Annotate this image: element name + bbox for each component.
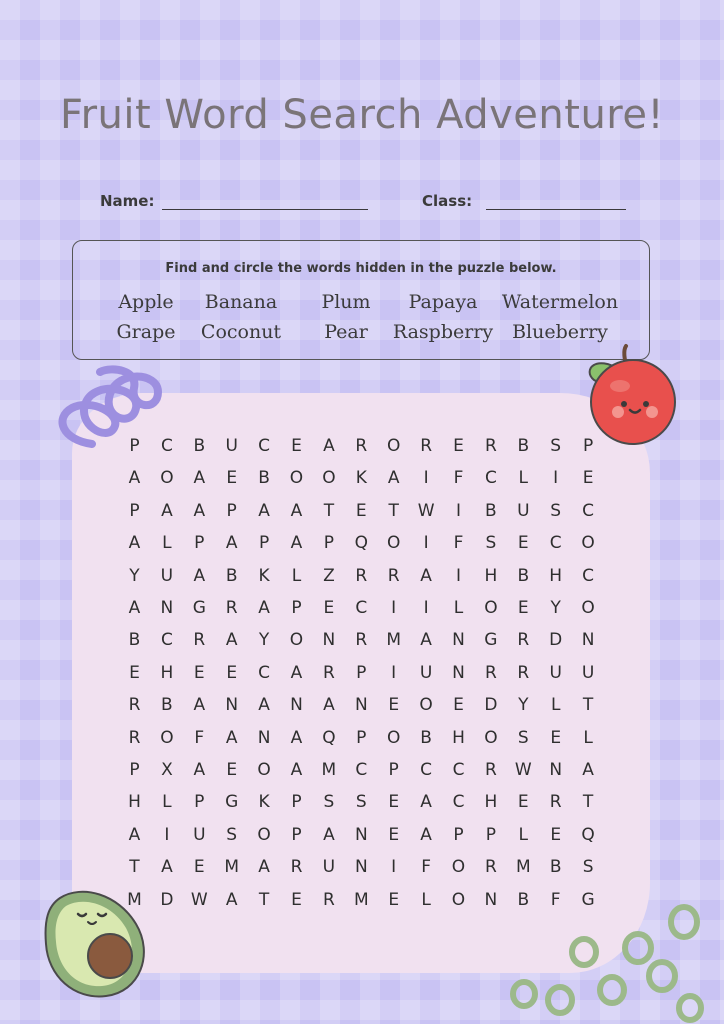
grid-letter[interactable]: T bbox=[582, 695, 594, 716]
grid-letter[interactable]: P bbox=[129, 436, 140, 456]
grid-letter[interactable]: A bbox=[225, 889, 238, 910]
grid-letter[interactable]: S bbox=[550, 436, 562, 456]
grid-letter[interactable]: A bbox=[323, 824, 335, 845]
grid-letter[interactable]: E bbox=[355, 500, 367, 521]
grid-letter[interactable]: S bbox=[355, 792, 367, 813]
grid-letter[interactable]: M bbox=[321, 760, 337, 780]
word-item: Banana bbox=[204, 291, 278, 313]
grid-letter[interactable]: E bbox=[517, 792, 529, 813]
grid-letter[interactable]: O bbox=[257, 760, 271, 780]
grid-letter[interactable]: B bbox=[485, 500, 497, 521]
grid-letter[interactable]: N bbox=[354, 857, 368, 878]
grid-letter[interactable]: A bbox=[290, 760, 303, 780]
grid-letter[interactable]: T bbox=[258, 889, 270, 910]
grid-letter[interactable]: Q bbox=[322, 727, 336, 748]
grid-letter[interactable]: G bbox=[192, 598, 206, 618]
grid-letter[interactable]: E bbox=[517, 533, 529, 554]
grid-letter[interactable]: N bbox=[484, 889, 498, 910]
grid-letter[interactable]: A bbox=[128, 468, 141, 489]
grid-letter[interactable]: A bbox=[420, 824, 432, 845]
grid-letter[interactable]: A bbox=[161, 857, 173, 878]
grid-letter[interactable]: L bbox=[453, 598, 464, 618]
grid-letter[interactable]: M bbox=[224, 857, 240, 878]
grid-letter[interactable]: P bbox=[129, 500, 140, 521]
ring-pattern-icon bbox=[500, 900, 710, 1024]
grid-letter[interactable]: R bbox=[322, 889, 335, 910]
word-item: Coconut bbox=[200, 321, 282, 343]
grid-letter[interactable]: O bbox=[386, 436, 401, 456]
grid-letter[interactable]: E bbox=[388, 695, 400, 716]
grid-letter[interactable]: Z bbox=[323, 565, 335, 586]
grid-letter[interactable]: E bbox=[323, 598, 335, 618]
grid-letter[interactable]: A bbox=[225, 727, 238, 748]
grid-letter[interactable]: R bbox=[484, 760, 497, 780]
grid-letter[interactable]: U bbox=[225, 436, 238, 456]
name-line[interactable] bbox=[162, 193, 368, 210]
grid-letter[interactable]: B bbox=[128, 630, 141, 651]
grid-letter[interactable]: R bbox=[420, 436, 432, 456]
grid-letter[interactable]: W bbox=[417, 500, 435, 521]
grid-letter[interactable]: E bbox=[453, 436, 464, 456]
grid-letter[interactable]: U bbox=[193, 824, 206, 845]
grid-letter[interactable]: K bbox=[258, 792, 270, 813]
grid-letter[interactable]: H bbox=[160, 662, 174, 683]
word-item: Watermelon bbox=[501, 291, 619, 313]
grid-letter[interactable]: S bbox=[323, 792, 335, 813]
grid-letter[interactable]: A bbox=[258, 500, 270, 521]
name-label: Name: bbox=[100, 192, 155, 210]
grid-letter[interactable]: F bbox=[550, 889, 561, 910]
grid-letter[interactable]: I bbox=[455, 500, 461, 521]
grid-letter[interactable]: P bbox=[453, 824, 464, 845]
grid-letter[interactable]: I bbox=[423, 468, 429, 489]
grid-letter[interactable]: H bbox=[452, 727, 465, 748]
grid-letter[interactable]: Y bbox=[550, 598, 561, 618]
word-item: Raspberry bbox=[392, 321, 494, 343]
grid-letter[interactable]: I bbox=[164, 824, 170, 845]
class-field bbox=[422, 192, 626, 210]
grid-letter[interactable]: S bbox=[485, 533, 497, 554]
grid-letter[interactable]: S bbox=[517, 727, 529, 748]
grid-letter[interactable]: W bbox=[514, 760, 532, 780]
grid-letter[interactable]: A bbox=[193, 695, 206, 716]
grid-letter[interactable]: C bbox=[160, 436, 173, 456]
grid-letter[interactable]: E bbox=[582, 468, 594, 489]
grid-letter[interactable]: G bbox=[484, 630, 498, 651]
grid-letter[interactable]: X bbox=[161, 760, 173, 780]
grid-letter[interactable]: O bbox=[484, 727, 498, 748]
grid-letter[interactable]: A bbox=[323, 695, 335, 716]
grid-letter[interactable]: U bbox=[581, 662, 595, 683]
grid-letter[interactable]: A bbox=[290, 727, 303, 748]
grid-letter[interactable]: R bbox=[484, 662, 497, 683]
grid-letter[interactable]: C bbox=[258, 436, 271, 456]
grid-letter[interactable]: H bbox=[484, 565, 498, 586]
grid-letter[interactable]: I bbox=[553, 468, 559, 489]
grid-letter[interactable]: I bbox=[391, 662, 397, 683]
grid-letter[interactable]: A bbox=[161, 500, 173, 521]
grid-letter[interactable]: P bbox=[258, 533, 270, 554]
word-item: Plum bbox=[321, 291, 371, 313]
grid-letter[interactable]: C bbox=[355, 760, 368, 780]
grid-letter[interactable]: E bbox=[388, 889, 400, 910]
grid-letter[interactable]: O bbox=[581, 533, 595, 554]
apple-icon bbox=[576, 340, 686, 448]
grid-letter[interactable]: D bbox=[484, 695, 498, 716]
grid-letter[interactable]: S bbox=[582, 857, 594, 878]
grid-letter[interactable]: E bbox=[291, 889, 302, 910]
grid-letter[interactable]: Y bbox=[129, 565, 140, 586]
grid-letter[interactable]: A bbox=[193, 565, 206, 586]
grid-letter[interactable]: T bbox=[129, 857, 140, 878]
grid-letter[interactable]: O bbox=[386, 533, 401, 554]
grid-letter[interactable]: G bbox=[581, 889, 595, 910]
grid-letter[interactable]: E bbox=[193, 662, 205, 683]
grid-letter[interactable]: O bbox=[451, 857, 466, 878]
grid-letter[interactable]: A bbox=[193, 468, 206, 489]
grid-letter[interactable]: E bbox=[226, 468, 238, 489]
grid-letter[interactable]: E bbox=[291, 436, 302, 456]
grid-letter[interactable]: R bbox=[225, 598, 238, 618]
class-label: Class: bbox=[422, 192, 473, 210]
grid-letter[interactable]: R bbox=[484, 857, 497, 878]
grid-letter[interactable]: N bbox=[452, 630, 465, 651]
grid-letter[interactable]: H bbox=[128, 792, 141, 813]
grid-letter[interactable]: M bbox=[386, 630, 402, 651]
grid-letter[interactable]: L bbox=[421, 889, 431, 910]
instructions: Find and circle the words hidden in the puzzle below. bbox=[165, 261, 557, 276]
grid-letter[interactable]: R bbox=[128, 727, 141, 748]
grid-letter[interactable]: P bbox=[356, 662, 367, 683]
grid-letter[interactable]: N bbox=[225, 695, 239, 716]
grid-letter[interactable]: P bbox=[291, 598, 302, 618]
grid-letter[interactable]: N bbox=[354, 824, 368, 845]
grid-letter[interactable]: U bbox=[322, 857, 336, 878]
grid-letter[interactable]: E bbox=[193, 857, 205, 878]
grid-letter[interactable]: O bbox=[289, 468, 304, 489]
grid-letter[interactable]: L bbox=[518, 824, 529, 845]
grid-letter[interactable]: C bbox=[582, 565, 595, 586]
grid-letter[interactable]: I bbox=[391, 857, 397, 878]
grid-letter[interactable]: U bbox=[549, 662, 562, 683]
grid-letter[interactable]: B bbox=[549, 857, 562, 878]
word-item: Papaya bbox=[408, 291, 478, 313]
grid-letter[interactable]: F bbox=[453, 533, 464, 554]
grid-letter[interactable]: C bbox=[420, 760, 433, 780]
grid-letter[interactable]: E bbox=[226, 760, 238, 780]
grid-letter[interactable]: C bbox=[549, 533, 562, 554]
grid-letter[interactable]: H bbox=[549, 565, 563, 586]
grid-letter[interactable]: M bbox=[353, 889, 369, 910]
grid-letter[interactable]: O bbox=[581, 598, 595, 618]
grid-letter[interactable]: R bbox=[517, 662, 530, 683]
grid-letter[interactable]: R bbox=[128, 695, 141, 716]
class-line[interactable] bbox=[486, 193, 626, 210]
grid-letter[interactable]: O bbox=[419, 695, 433, 716]
grid-letter[interactable]: A bbox=[420, 565, 432, 586]
grid-letter[interactable]: S bbox=[550, 500, 562, 521]
grid-letter[interactable]: O bbox=[289, 630, 304, 651]
grid-letter[interactable]: I bbox=[391, 598, 397, 618]
grid-letter[interactable]: L bbox=[162, 792, 172, 813]
grid-letter[interactable]: L bbox=[518, 468, 529, 489]
grid-letter[interactable]: G bbox=[225, 792, 239, 813]
grid-letter[interactable]: Y bbox=[518, 695, 529, 716]
grid-letter[interactable]: A bbox=[128, 598, 141, 618]
grid-letter[interactable]: D bbox=[549, 630, 563, 651]
grid-letter[interactable]: O bbox=[160, 468, 174, 489]
grid-letter[interactable]: F bbox=[453, 468, 464, 489]
grid-letter[interactable]: B bbox=[225, 565, 238, 586]
grid-letter[interactable]: A bbox=[420, 630, 432, 651]
grid-letter[interactable]: W bbox=[190, 889, 208, 910]
grid-letter[interactable]: E bbox=[453, 695, 464, 716]
grid-letter[interactable]: L bbox=[583, 727, 593, 748]
word-item: Pear bbox=[324, 321, 368, 343]
grid-letter[interactable]: L bbox=[162, 533, 172, 554]
grid-letter[interactable]: M bbox=[127, 889, 142, 910]
grid-letter[interactable]: A bbox=[323, 436, 335, 456]
grid-letter[interactable]: P bbox=[194, 533, 205, 554]
grid-letter[interactable]: N bbox=[257, 727, 271, 748]
grid-letter[interactable]: P bbox=[388, 760, 399, 780]
grid-letter[interactable]: A bbox=[258, 598, 270, 618]
grid-letter[interactable]: Y bbox=[258, 630, 270, 651]
grid-letter[interactable]: B bbox=[517, 436, 530, 456]
grid-letter[interactable]: N bbox=[322, 630, 336, 651]
grid-letter[interactable]: I bbox=[423, 533, 429, 554]
grid-letter[interactable]: E bbox=[388, 792, 400, 813]
grid-letter[interactable]: A bbox=[225, 630, 238, 651]
grid-letter[interactable]: N bbox=[549, 760, 563, 780]
grid-letter[interactable]: N bbox=[160, 598, 174, 618]
grid-letter[interactable]: K bbox=[355, 468, 367, 489]
grid-letter[interactable]: O bbox=[451, 889, 466, 910]
grid-letter[interactable]: P bbox=[356, 727, 367, 748]
grid-letter[interactable]: R bbox=[484, 436, 497, 456]
grid-letter[interactable]: O bbox=[257, 824, 271, 845]
grid-letter[interactable]: O bbox=[484, 598, 498, 618]
grid-letter[interactable]: T bbox=[323, 500, 335, 521]
grid-letter[interactable]: C bbox=[452, 760, 465, 780]
grid-letter[interactable]: L bbox=[291, 565, 302, 586]
grid-letter[interactable]: F bbox=[194, 727, 205, 748]
grid-letter[interactable]: E bbox=[226, 662, 238, 683]
grid-letter[interactable]: R bbox=[549, 792, 562, 813]
grid-letter[interactable]: B bbox=[517, 565, 530, 586]
grid-letter[interactable]: C bbox=[258, 662, 271, 683]
grid-letter[interactable]: P bbox=[485, 824, 497, 845]
grid-letter[interactable]: A bbox=[290, 500, 303, 521]
grid-letter[interactable]: A bbox=[290, 533, 303, 554]
grid-letter[interactable]: K bbox=[258, 565, 270, 586]
grid-letter[interactable]: A bbox=[387, 468, 400, 489]
grid-letter[interactable]: R bbox=[387, 565, 400, 586]
grid-letter[interactable]: E bbox=[517, 598, 529, 618]
grid-letter[interactable]: R bbox=[322, 662, 335, 683]
grid-letter[interactable]: E bbox=[550, 727, 562, 748]
grid-letter[interactable]: N bbox=[290, 695, 303, 716]
grid-letter[interactable]: A bbox=[225, 533, 238, 554]
grid-letter[interactable]: T bbox=[388, 500, 399, 521]
grid-letter[interactable]: R bbox=[517, 630, 530, 651]
grid-letter[interactable]: P bbox=[582, 436, 594, 456]
grid-letter[interactable]: C bbox=[452, 792, 465, 813]
grid-letter[interactable]: N bbox=[581, 630, 595, 651]
grid-letter[interactable]: M bbox=[515, 857, 531, 878]
grid-letter[interactable]: R bbox=[355, 436, 368, 456]
grid-letter[interactable]: A bbox=[290, 662, 303, 683]
grid-letter[interactable]: P bbox=[226, 500, 237, 521]
grid-letter[interactable]: C bbox=[484, 468, 497, 489]
word-item: Apple bbox=[118, 291, 174, 313]
grid-letter[interactable]: P bbox=[129, 760, 140, 780]
grid-letter[interactable]: P bbox=[291, 792, 302, 813]
word-item: Blueberry bbox=[512, 321, 608, 343]
grid-letter[interactable]: D bbox=[160, 889, 174, 910]
grid-letter[interactable]: O bbox=[160, 727, 174, 748]
word-item: Grape bbox=[116, 321, 176, 343]
grid-letter[interactable]: B bbox=[161, 695, 173, 716]
grid-letter[interactable]: R bbox=[290, 857, 303, 878]
grid-letter[interactable]: C bbox=[355, 598, 368, 618]
grid-letter[interactable]: I bbox=[455, 565, 461, 586]
grid-letter[interactable]: U bbox=[517, 500, 530, 521]
grid-letter[interactable]: P bbox=[194, 792, 205, 813]
grid-letter[interactable]: B bbox=[258, 468, 270, 489]
grid-letter[interactable]: N bbox=[452, 662, 465, 683]
word-list-box bbox=[72, 240, 650, 360]
grid-letter[interactable]: E bbox=[550, 824, 562, 845]
grid-letter[interactable]: A bbox=[193, 760, 206, 780]
page-title: Fruit Word Search Adventure! bbox=[60, 92, 664, 138]
grid-letter[interactable]: O bbox=[386, 727, 401, 748]
name-field bbox=[100, 192, 368, 210]
grid-letter[interactable]: N bbox=[354, 695, 368, 716]
grid-letter[interactable]: A bbox=[258, 695, 270, 716]
grid-letter[interactable]: A bbox=[258, 857, 270, 878]
grid-letter[interactable]: P bbox=[323, 533, 335, 554]
grid-letter[interactable]: R bbox=[355, 630, 368, 651]
grid-letter[interactable]: U bbox=[160, 565, 174, 586]
grid-letter[interactable]: B bbox=[517, 889, 530, 910]
grid-letter[interactable]: R bbox=[193, 630, 206, 651]
grid-letter[interactable]: H bbox=[484, 792, 498, 813]
grid-letter[interactable]: Q bbox=[354, 533, 368, 554]
grid-letter[interactable]: A bbox=[128, 533, 141, 554]
grid-letter[interactable]: E bbox=[129, 662, 140, 683]
grid-letter[interactable]: B bbox=[420, 727, 432, 748]
grid-letter[interactable]: A bbox=[128, 824, 141, 845]
grid-letter[interactable]: A bbox=[582, 760, 594, 780]
grid-letter[interactable]: O bbox=[322, 468, 336, 489]
grid-letter[interactable]: B bbox=[193, 436, 206, 456]
grid-letter[interactable]: C bbox=[160, 630, 173, 651]
grid-letter[interactable]: A bbox=[193, 500, 206, 521]
grid-letter[interactable]: R bbox=[355, 565, 368, 586]
grid-letter[interactable]: L bbox=[550, 695, 561, 716]
grid-letter[interactable]: T bbox=[582, 792, 594, 813]
grid-letter[interactable]: E bbox=[388, 824, 400, 845]
grid-letter[interactable]: F bbox=[421, 857, 431, 878]
grid-letter[interactable]: I bbox=[423, 598, 429, 618]
grid-letter[interactable]: C bbox=[582, 500, 595, 521]
grid-letter[interactable]: P bbox=[291, 824, 302, 845]
grid-letter[interactable]: U bbox=[419, 662, 433, 683]
grid-letter[interactable]: S bbox=[226, 824, 238, 845]
grid-letter[interactable]: A bbox=[420, 792, 432, 813]
grid-letter[interactable]: Q bbox=[581, 824, 595, 845]
